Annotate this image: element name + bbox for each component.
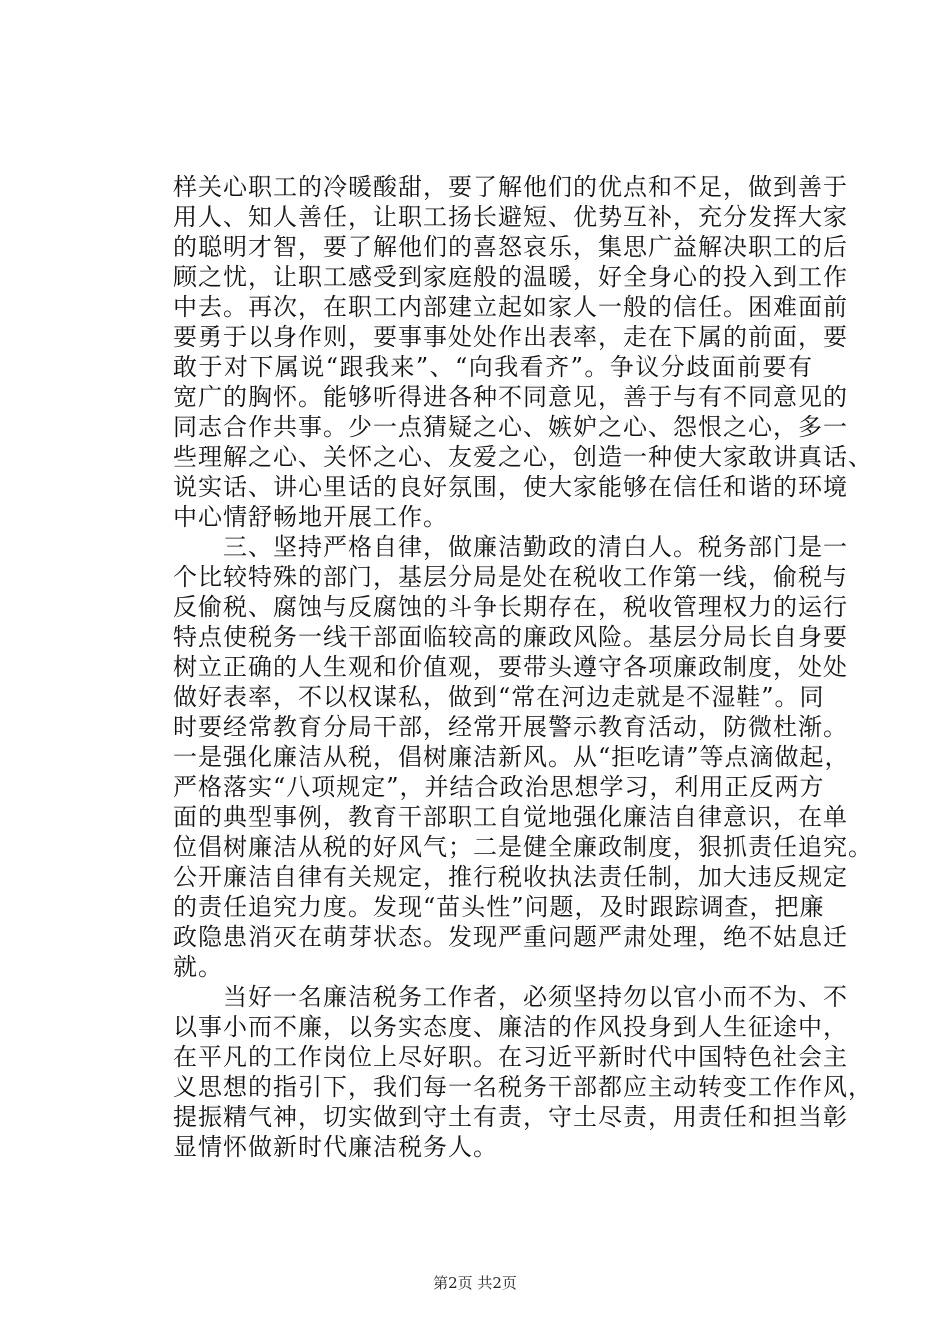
text-line: 提振精气神，切实做到守土有责，守土尽责，用责任和担当彰 [173, 1103, 848, 1131]
text-line: 同志合作共事。少一点猜疑之心、嫉妒之心、怨恨之心，多一 [173, 413, 848, 441]
text-line: 顾之忧，让职工感受到家庭般的温暖，好全身心的投入到工作 [173, 263, 848, 291]
text-line: 中心情舒畅地开展工作。 [173, 503, 448, 531]
text-line: 就。 [173, 953, 223, 981]
text-line: 显情怀做新时代廉洁税务人。 [173, 1133, 498, 1161]
text-line: 时要经常教育分局干部，经常开展警示教育活动，防微杜渐。 [173, 713, 848, 741]
text-line: 说实话、讲心里话的良好氛围，使大家能够在信任和谐的环境 [173, 473, 848, 501]
text-line: 一是强化廉洁从税，倡树廉洁新风。从“拒吃请”等点滴做起， [173, 743, 850, 771]
paragraph [173, 982, 873, 1162]
text-line: 当好一名廉洁税务工作者，必须坚持勿以官小而不为、不 [223, 983, 848, 1011]
text-line: 面的典型事例，教育干部职工自觉地强化廉洁自律意识，在单 [173, 803, 848, 831]
text-line: 做好表率，不以权谋私，做到“常在河边走就是不湿鞋”。同 [173, 683, 825, 711]
text-line: 中去。再次，在职工内部建立起如家人一般的信任。困难面前 [173, 293, 848, 321]
text-line: 树立正确的人生观和价值观，要带头遵守各项廉政制度，处处 [173, 653, 848, 681]
text-line: 样关心职工的冷暖酸甜，要了解他们的优点和不足，做到善于 [173, 173, 848, 201]
text-line: 三、坚持严格自律，做廉洁勤政的清白人。税务部门是一 [223, 533, 848, 561]
text-line: 的聪明才智，要了解他们的喜怒哀乐，集思广益解决职工的后 [173, 233, 848, 261]
text-line: 些理解之心、关怀之心、友爱之心，创造一种使大家敢讲真话、 [173, 443, 873, 471]
text-line: 用人、知人善任，让职工扬长避短、优势互补，充分发挥大家 [173, 203, 848, 231]
text-line: 在平凡的工作岗位上尽好职。在习近平新时代中国特色社会主 [173, 1043, 848, 1071]
text-line: 义思想的指引下，我们每一名税务干部都应主动转变工作作风， [173, 1073, 873, 1101]
text-line: 敢于对下属说“跟我来”、“向我看齐”。争议分歧面前要有 [173, 353, 813, 381]
text-line: 要勇于以身作则，要事事处处作出表率，走在下属的前面，要 [173, 323, 848, 351]
text-line: 严格落实“八项规定”，并结合政治思想学习，利用正反两方 [173, 773, 825, 801]
page-number-footer: 第2页 共2页 [433, 1274, 517, 1292]
text-line: 特点使税务一线干部面临较高的廉政风险。基层分局长自身要 [173, 623, 848, 651]
document-body [173, 172, 873, 1162]
paragraph [173, 172, 873, 532]
text-line: 公开廉洁自律有关规定，推行税收执法责任制，加大违反规定 [173, 863, 848, 891]
text-line: 政隐患消灭在萌芽状态。发现严重问题严肃处理，绝不姑息迁 [173, 923, 848, 951]
text-line: 宽广的胸怀。能够听得进各种不同意见，善于与有不同意见的 [173, 383, 848, 411]
text-line: 个比较特殊的部门，基层分局是处在税收工作第一线，偷税与 [173, 563, 848, 591]
text-line: 的责任追究力度。发现“苗头性”问题，及时跟踪调查，把廉 [173, 893, 825, 921]
text-line: 位倡树廉洁从税的好风气；二是健全廉政制度，狠抓责任追究。 [173, 833, 873, 861]
text-line: 反偷税、腐蚀与反腐蚀的斗争长期存在，税收管理权力的运行 [173, 593, 848, 621]
paragraph [173, 532, 873, 982]
text-line: 以事小而不廉，以务实态度、廉洁的作风投身到人生征途中， [173, 1013, 848, 1041]
